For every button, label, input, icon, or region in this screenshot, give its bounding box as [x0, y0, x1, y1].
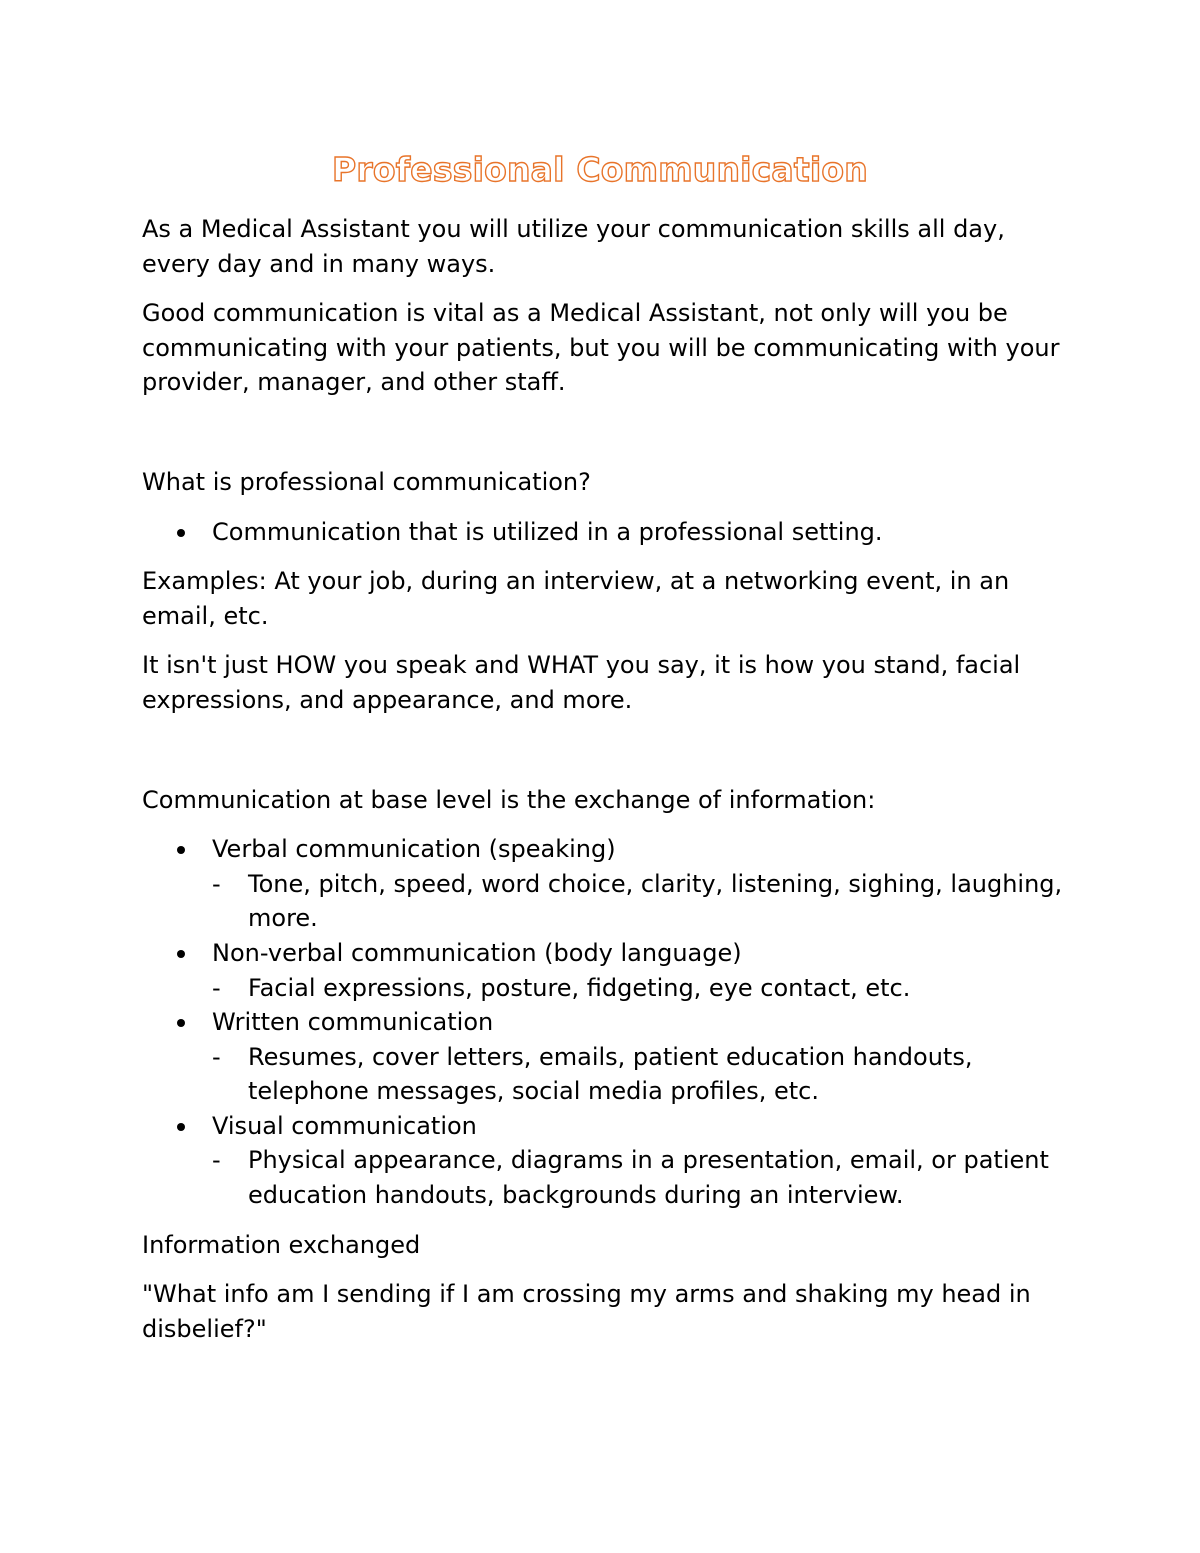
list-item-nonverbal — [142, 936, 1072, 971]
question-paragraph: What is professional communication? — [142, 467, 591, 496]
sub-item-text: Tone, pitch, speed, word choice, clarity, listening, sighing, laughing, more. — [248, 869, 1063, 933]
info-heading: Information exchanged — [142, 1230, 421, 1259]
spacer — [142, 415, 1072, 465]
communication-types-list — [142, 832, 1072, 1213]
document-body — [142, 212, 1072, 1361]
examples-paragraph: Examples: At your job, during an interview, at a networking event, in an email, etc. — [142, 567, 1010, 630]
list-item-label: Verbal communication (speaking) — [212, 835, 616, 864]
definition-bullet — [142, 515, 1072, 550]
dash-icon: - — [212, 1146, 221, 1175]
sub-item-text: Resumes, cover letters, emails, patient education handouts, telephone messages, social media profiles, etc. — [248, 1042, 973, 1106]
list-item-label: Non-verbal communication (body language) — [212, 938, 742, 967]
sub-item-verbal — [142, 867, 1072, 936]
bullet-dot-icon — [177, 529, 185, 537]
dash-icon: - — [212, 869, 221, 898]
list-item-label: Visual communication — [212, 1111, 477, 1140]
bullet-dot-icon — [177, 950, 185, 958]
bullet-dot-icon — [177, 1019, 185, 1027]
definition-bullet-text: Communication that is utilized in a professional setting. — [212, 517, 883, 546]
list-item-written — [142, 1005, 1072, 1040]
intro-paragraph-1: As a Medical Assistant you will utilize your communication skills all day, every day and in many ways. — [142, 215, 1005, 278]
sub-item-text: Physical appearance, diagrams in a presentation, email, or patient education handouts, backgrounds during an interview. — [248, 1146, 1049, 1210]
base-level-paragraph: Communication at base level is the exchange of information: — [142, 785, 876, 814]
sub-item-text: Facial expressions, posture, fidgeting, eye contact, etc. — [248, 973, 911, 1002]
bullet-dot-icon — [177, 846, 185, 854]
dash-icon: - — [212, 1042, 221, 1071]
sub-item-written — [142, 1040, 1072, 1109]
quote-paragraph: "What info am I sending if I am crossing my arms and shaking my head in disbelief?" — [142, 1280, 1031, 1343]
document-title: Professional Communication — [332, 150, 868, 189]
definition-list — [142, 515, 1072, 550]
sub-item-visual — [142, 1143, 1072, 1212]
spacer — [142, 733, 1072, 783]
list-item-label: Written communication — [212, 1008, 494, 1037]
list-item-visual — [142, 1109, 1072, 1144]
sub-item-nonverbal — [142, 971, 1072, 1006]
bullet-dot-icon — [177, 1123, 185, 1131]
list-item-verbal — [142, 832, 1072, 867]
dash-icon: - — [212, 973, 221, 1002]
emphasis-paragraph: It isn't just HOW you speak and WHAT you say, it is how you stand, facial expressions, and appearance, and more. — [142, 651, 1021, 714]
intro-paragraph-2: Good communication is vital as a Medical Assistant, not only will you be communicating with your patients, but you will be communicating with your provider, manager, and other staff. — [142, 299, 1060, 397]
